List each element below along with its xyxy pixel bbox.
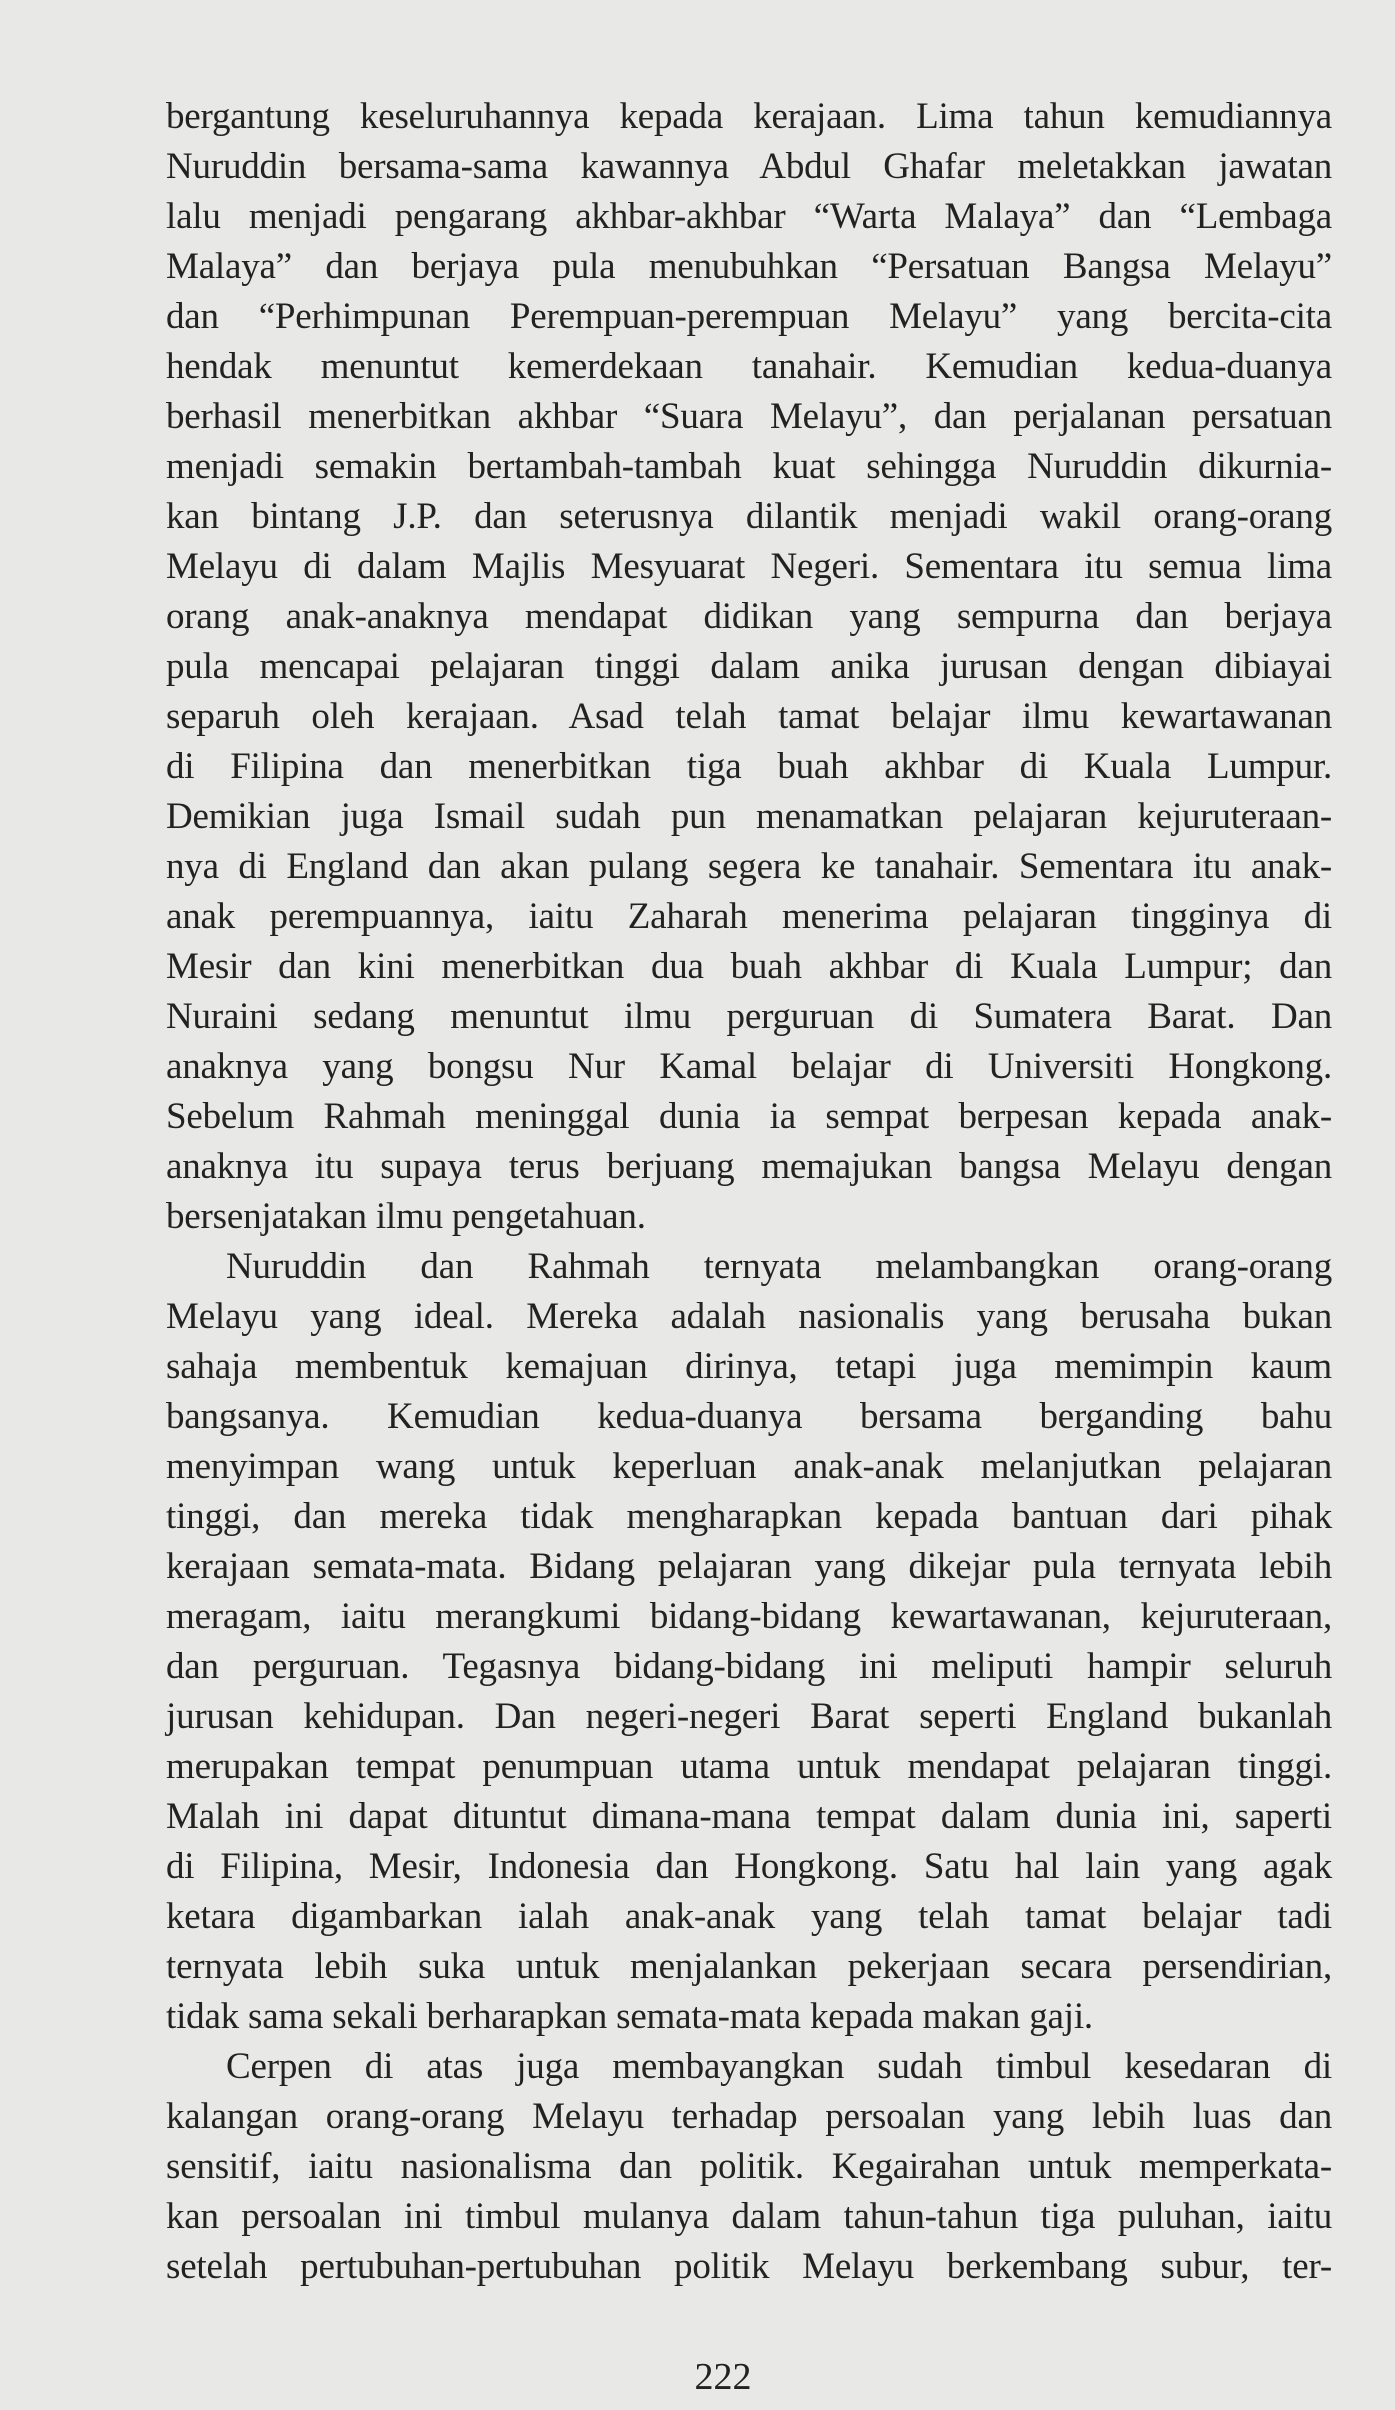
- text-line: tidak sama sekali berharapkan semata-mata kepada makan gaji.: [166, 1996, 1093, 2037]
- body-text: [166, 92, 1332, 2292]
- text-line: orang anak-anaknya mendapat didikan yang sempurna dan berjaya: [166, 596, 1332, 637]
- text-line: merupakan tempat penumpuan utama untuk mendapat pelajaran tinggi.: [166, 1746, 1332, 1787]
- text-line: Nuruddin dan Rahmah ternyata melambangkan orang-orang: [226, 1246, 1332, 1287]
- text-line: dan “Perhimpunan Perempuan-perempuan Melayu” yang bercita-cita: [166, 296, 1332, 337]
- text-line: meragam, iaitu merangkumi bidang-bidang kewartawanan, kejuruteraan,: [166, 1596, 1332, 1637]
- text-line: Nuraini sedang menuntut ilmu perguruan di Sumatera Barat. Dan: [166, 996, 1332, 1037]
- text-line: menjadi semakin bertambah-tambah kuat sehingga Nuruddin dikurnia-: [166, 446, 1332, 487]
- text-line: anak perempuannya, iaitu Zaharah menerima pelajaran tingginya di: [166, 896, 1332, 937]
- text-line: separuh oleh kerajaan. Asad telah tamat belajar ilmu kewartawanan: [166, 696, 1332, 737]
- text-line: ketara digambarkan ialah anak-anak yang telah tamat belajar tadi: [166, 1896, 1332, 1937]
- paragraph: [166, 1242, 1332, 2042]
- text-line: lalu menjadi pengarang akhbar-akhbar “Warta Malaya” dan “Lembaga: [166, 196, 1332, 237]
- text-line: menyimpan wang untuk keperluan anak-anak melanjutkan pelajaran: [166, 1446, 1332, 1487]
- text-line: berhasil menerbitkan akhbar “Suara Melayu”, dan perjalanan persatuan: [166, 396, 1332, 437]
- text-line: hendak menuntut kemerdekaan tanahair. Kemudian kedua-duanya: [166, 346, 1332, 387]
- text-line: Mesir dan kini menerbitkan dua buah akhbar di Kuala Lumpur; dan: [166, 946, 1332, 987]
- text-line: kalangan orang-orang Melayu terhadap persoalan yang lebih luas dan: [166, 2096, 1332, 2137]
- text-line: bergantung keseluruhannya kepada kerajaan. Lima tahun kemudiannya: [166, 96, 1332, 137]
- text-line: Demikian juga Ismail sudah pun menamatkan pelajaran kejuruteraan-: [166, 796, 1332, 837]
- text-line: bangsanya. Kemudian kedua-duanya bersama berganding bahu: [166, 1396, 1332, 1437]
- text-line: ternyata lebih suka untuk menjalankan pekerjaan secara persendirian,: [166, 1946, 1332, 1987]
- text-line: bersenjatakan ilmu pengetahuan.: [166, 1196, 646, 1237]
- text-line: kerajaan semata-mata. Bidang pelajaran yang dikejar pula ternyata lebih: [166, 1546, 1332, 1587]
- text-line: anaknya itu supaya terus berjuang memajukan bangsa Melayu dengan: [166, 1146, 1332, 1187]
- text-line: Cerpen di atas juga membayangkan sudah timbul kesedaran di: [226, 2046, 1332, 2087]
- text-line: tinggi, dan mereka tidak mengharapkan kepada bantuan dari pihak: [166, 1496, 1332, 1537]
- text-line: dan perguruan. Tegasnya bidang-bidang ini meliputi hampir seluruh: [166, 1646, 1332, 1687]
- paragraph: [166, 92, 1332, 1242]
- text-line: Melayu yang ideal. Mereka adalah nasionalis yang berusaha bukan: [166, 1296, 1332, 1337]
- text-line: jurusan kehidupan. Dan negeri-negeri Barat seperti England bukanlah: [166, 1696, 1332, 1737]
- text-line: kan persoalan ini timbul mulanya dalam tahun-tahun tiga puluhan, iaitu: [166, 2196, 1332, 2237]
- text-line: setelah pertubuhan-pertubuhan politik Melayu berkembang subur, ter-: [166, 2246, 1332, 2287]
- text-line: anaknya yang bongsu Nur Kamal belajar di Universiti Hongkong.: [166, 1046, 1332, 1087]
- paragraph: [166, 2042, 1332, 2292]
- text-line: Malaya” dan berjaya pula menubuhkan “Persatuan Bangsa Melayu”: [166, 246, 1332, 287]
- text-line: Nuruddin bersama-sama kawannya Abdul Ghafar meletakkan jawatan: [166, 146, 1332, 187]
- text-line: sahaja membentuk kemajuan dirinya, tetapi juga memimpin kaum: [166, 1346, 1332, 1387]
- text-line: nya di England dan akan pulang segera ke tanahair. Sementara itu anak-: [166, 846, 1332, 887]
- text-line: pula mencapai pelajaran tinggi dalam anika jurusan dengan dibiayai: [166, 646, 1332, 687]
- text-line: sensitif, iaitu nasionalisma dan politik. Kegairahan untuk memperkata-: [166, 2146, 1332, 2187]
- text-line: Sebelum Rahmah meninggal dunia ia sempat berpesan kepada anak-: [166, 1096, 1332, 1137]
- page-number: 222: [694, 2356, 752, 2398]
- text-line: di Filipina, Mesir, Indonesia dan Hongkong. Satu hal lain yang agak: [166, 1846, 1332, 1887]
- text-line: di Filipina dan menerbitkan tiga buah akhbar di Kuala Lumpur.: [166, 746, 1332, 787]
- text-line: Melayu di dalam Majlis Mesyuarat Negeri. Sementara itu semua lima: [166, 546, 1332, 587]
- text-line: Malah ini dapat dituntut dimana-mana tempat dalam dunia ini, saperti: [166, 1796, 1332, 1837]
- text-line: kan bintang J.P. dan seterusnya dilantik menjadi wakil orang-orang: [166, 496, 1332, 537]
